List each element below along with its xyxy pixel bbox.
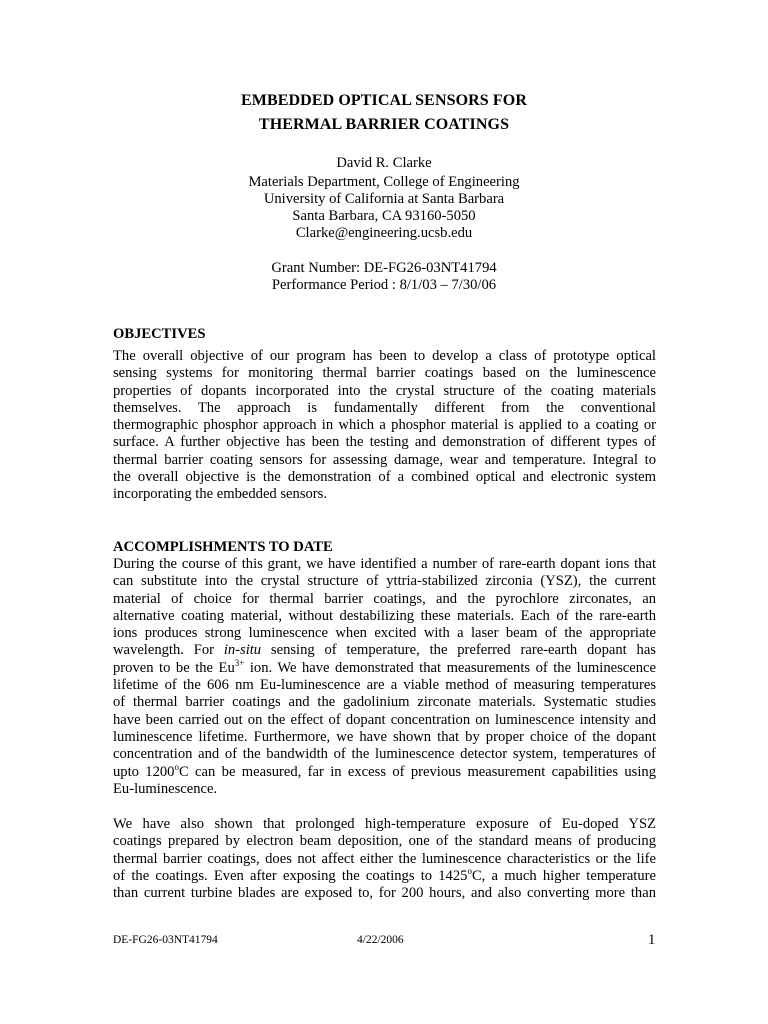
text-line: sensing systems for monitoring thermal barrier coatings based on the luminescence (113, 365, 656, 382)
text-line: We have also shown that prolonged high-temperature exposure of Eu-doped YSZ (113, 816, 656, 832)
text-line: concentration and of the bandwidth of the luminescence detector system, temperatures of (113, 746, 656, 763)
text-line (113, 657, 656, 677)
accomplishments-heading: ACCOMPLISHMENTS TO DATE (113, 539, 333, 555)
text-line: surface. A further objective has been the testing and demonstration of different types of (113, 434, 656, 451)
text-line: Eu-luminescence. (113, 780, 218, 797)
text-run: ion. We have demonstrated that measurements of the luminescence (244, 659, 656, 676)
footer-grant-id: DE-FG26-03NT41794 (113, 934, 218, 946)
text-run: C, a much higher temperature (471, 867, 656, 884)
author-email[interactable]: Clarke@engineering.ucsb.edu (295, 225, 473, 241)
superscript: o (174, 761, 179, 772)
text-line: thermographic phosphor approach in which a phosphor material is applied to a coating or (113, 417, 656, 434)
accomplishments-paragraph-1 (113, 556, 656, 798)
grant-number: Grant Number: DE-FG26-03NT41794 (271, 260, 497, 276)
text-run: sensing of temperature, the preferred rare-earth dopant has (261, 642, 656, 659)
superscript: 3+ (234, 657, 245, 668)
text-line: ions produces strong luminescence when excited with a laser beam of the appropriate (113, 625, 656, 642)
text-line (113, 642, 656, 659)
author-department: Materials Department, College of Engineering (248, 174, 520, 190)
text-run: upto 1200 (113, 763, 175, 780)
text-line: coatings prepared by electron beam deposition, one of the standard means of producing (113, 833, 656, 850)
text-line: material of choice for thermal barrier coatings, and the pyrochlore zirconates, an (113, 590, 656, 607)
text-line: have been carried out on the effect of dopant concentration on luminescence intensity and (113, 711, 656, 728)
author-university: University of California at Santa Barbara (263, 191, 505, 207)
page-number: 1 (648, 932, 656, 948)
title-line-1: EMBEDDED OPTICAL SENSORS FOR (241, 92, 527, 109)
text-line: the overall objective is the demonstration of a combined optical and electronic system (113, 469, 656, 486)
footer-date: 4/22/2006 (357, 934, 404, 946)
author-address: Santa Barbara, CA 93160-5050 (292, 208, 476, 224)
text-line: During the course of this grant, we have identified a number of rare-earth dopant ions that (113, 556, 656, 572)
text-line: The overall objective of our program has been to develop a class of prototype optical (113, 348, 656, 364)
objectives-paragraph (113, 348, 656, 504)
text-line (113, 865, 656, 885)
objectives-heading: OBJECTIVES (113, 326, 206, 342)
text-line: thermal barrier coatings, does not affect either the luminescence characteristics or the life (113, 850, 656, 867)
text-line: properties of dopants incorporated into the crystal structure of the coating materials (113, 382, 656, 399)
text-line: lifetime of the 606 nm Eu-luminescence are a viable method of measuring temperatures (113, 677, 656, 694)
text-line: luminescence lifetime. Furthermore, we have shown that by proper choice of the dopant (113, 728, 656, 745)
accomplishments-paragraph-2 (113, 816, 656, 902)
text-line: than current turbine blades are exposed to, for 200 hours, and also converting more than (113, 885, 656, 902)
text-run: wavelength. For (113, 642, 224, 659)
text-line: alternative coating material, without destabilizing these materials. Each of the rare-earth (113, 607, 656, 624)
emphasis-text: in-situ (223, 642, 262, 659)
text-line: themselves. The approach is fundamentally different from the conventional (113, 399, 656, 416)
text-line (113, 761, 657, 781)
superscript: o (467, 865, 472, 876)
text-line: incorporating the embedded sensors. (113, 486, 327, 503)
title-line-2: THERMAL BARRIER COATINGS (258, 116, 510, 133)
text-run: proven to be the Eu (113, 659, 235, 676)
text-line: can substitute into the crystal structure of yttria-stabilized zirconia (YSZ), the current (113, 573, 656, 590)
performance-period: Performance Period : 8/1/03 – 7/30/06 (271, 277, 497, 293)
author-name: David R. Clarke (336, 155, 432, 171)
text-line: thermal barrier coating sensors for assessing damage, wear and temperature. Integral to (113, 451, 656, 468)
text-line: of thermal barrier coatings and the gadolinium zirconate materials. Systematic studies (113, 694, 656, 711)
text-run: of the coatings. Even after exposing the coatings to 1425 (113, 867, 468, 884)
text-run: C can be measured, far in excess of previous measurement capabilities using (178, 763, 657, 780)
